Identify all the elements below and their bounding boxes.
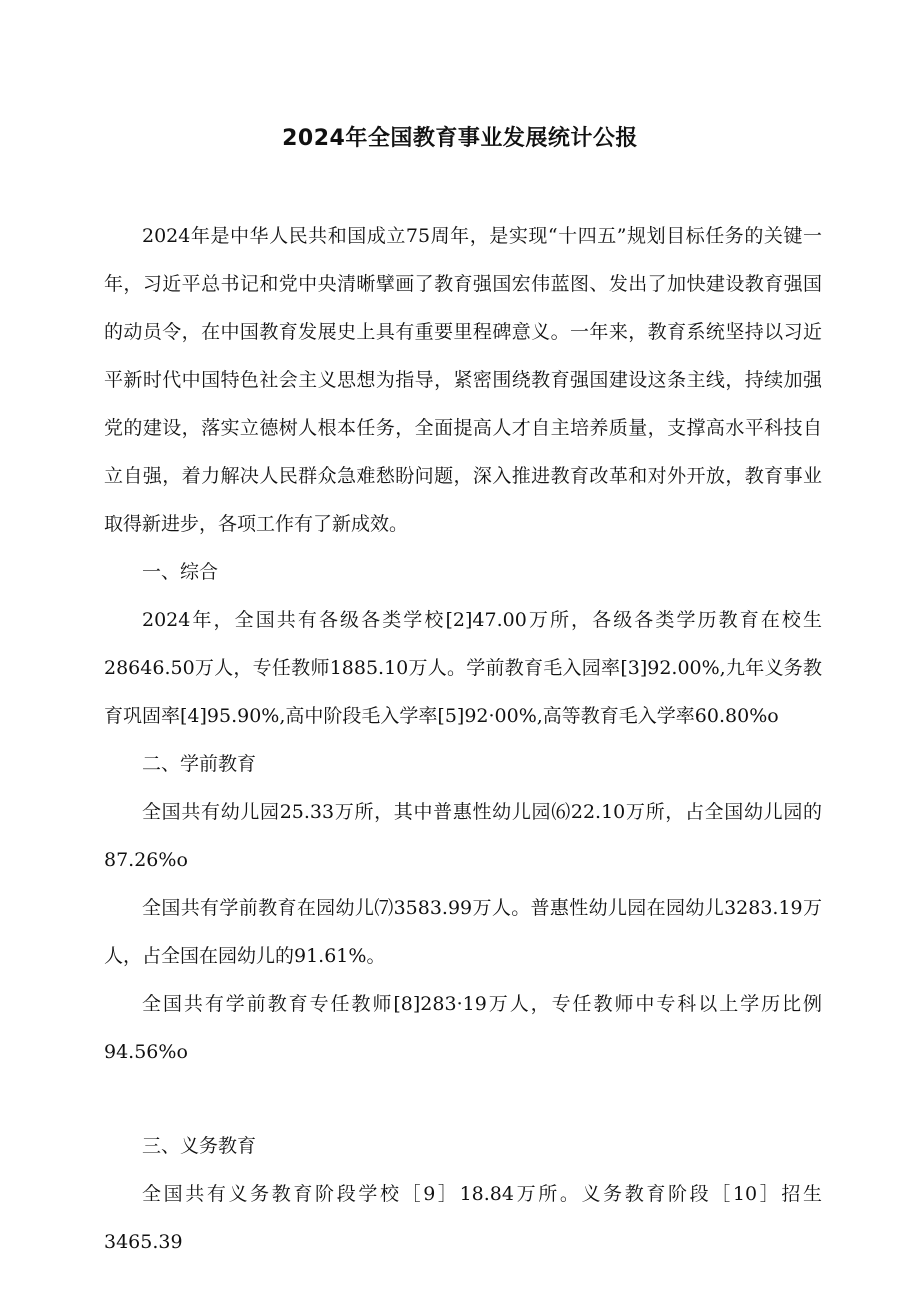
section-compulsory-paragraph: 全国共有义务教育阶段学校［9］18.84万所。义务教育阶段［10］招生3465.39 <box>104 1183 822 1253</box>
section-spacer <box>104 1076 822 1122</box>
document-title: 2024年全国教育事业发展统计公报 <box>282 126 638 151</box>
section-preschool-paragraph-3: 全国共有学前教育专任教师[8]283·19万人，专任教师中专科以上学历比例94.56%o <box>104 993 822 1063</box>
section-heading-compulsory: 三、义务教育 <box>142 1135 257 1157</box>
section-general-paragraph: 2024年，全国共有各级各类学校[2]47.00万所，各级各类学历教育在校生28646.50万人，专任教师1885.10万人。学前教育毛入园率[3]92.00%,九年义务教育巩固率[4]95.90%,高中阶段毛入学率[5]92·00%,高等教育毛入学率60.80%o <box>104 609 822 727</box>
intro-paragraph: 2024年是中华人民共和国成立75周年，是实现“十四五”规划目标任务的关键一年，习近平总书记和党中央清晰擘画了教育强国宏伟蓝图、发出了加快建设教育强国的动员令，在中国教育发展史上具有重要里程碑意义。一年来，教育系统坚持以习近平新时代中国特色社会主义思想为指导，紧密围绕教育强国建设这条主线，持续加强党的建设，落实立德树人根本任务，全面提高人才自主培养质量，支撑高水平科技自立自强，着力解决人民群众急难愁盼问题，深入推进教育改革和对外开放，教育事业取得新进步，各项工作有了新成效。 <box>104 225 822 535</box>
section-preschool-paragraph-2: 全国共有学前教育在园幼儿⑺3583.99万人。普惠性幼儿园在园幼儿3283.19万人，占全国在园幼儿的91.61%。 <box>104 897 822 967</box>
section-preschool-paragraph-1: 全国共有幼儿园25.33万所，其中普惠性幼儿园⑹22.10万所，占全国幼儿园的87.26%o <box>104 801 822 871</box>
section-heading-preschool: 二、学前教育 <box>142 753 257 775</box>
document-body <box>104 212 822 1266</box>
section-heading-general: 一、综合 <box>142 561 219 583</box>
